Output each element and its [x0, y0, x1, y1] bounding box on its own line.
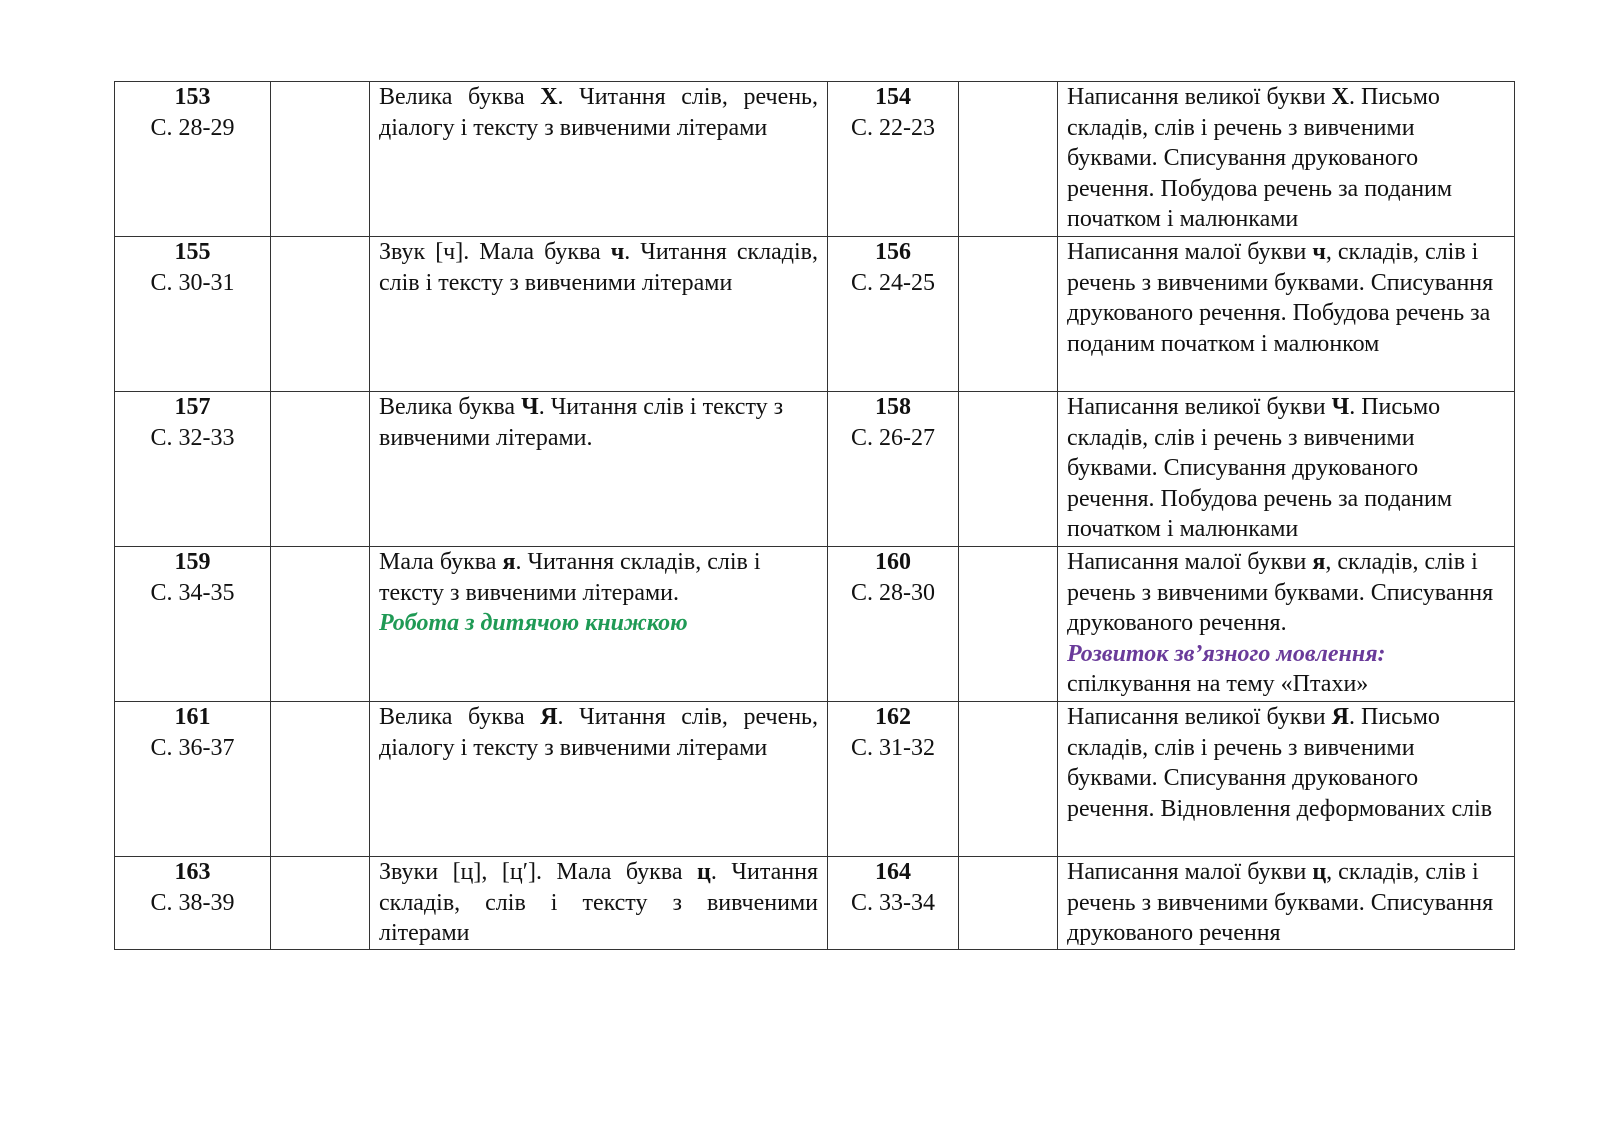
reading-lesson-cell — [115, 857, 271, 950]
writing-topic-cell: Написання малої букви я, складів, слів і речень з вивченими буквами. Списування друкованого речення. Розвиток зв’язного мовлення: спілкування на тему «Птахи» — [1058, 547, 1515, 702]
date-cell — [271, 857, 370, 950]
date-cell — [959, 237, 1058, 392]
table-row — [115, 82, 1515, 237]
lesson-number: 162 — [875, 704, 911, 730]
date-cell — [271, 237, 370, 392]
reading-lesson-cell — [115, 702, 271, 857]
reading-topic-cell: Велика буква Я. Читання слів, речень, діалогу і тексту з вивченими літерами — [370, 702, 828, 857]
lesson-number: 163 — [174, 859, 211, 885]
lesson-pages: С. 28-29 — [150, 114, 235, 141]
date-cell — [271, 82, 370, 237]
date-cell — [271, 547, 370, 702]
writing-lesson-cell — [828, 547, 959, 702]
writing-topic-cell: Написання великої букви Ч. Письмо складів, слів і речень з вивченими буквами. Списування друкованого речення. Побудова речень за поданим початком і малюнками — [1058, 392, 1515, 547]
lesson-pages: С. 32-33 — [150, 424, 235, 451]
lesson-pages: С. 33-34 — [851, 889, 935, 916]
letter-bold: я — [1312, 549, 1326, 575]
letter-bold: Х — [540, 84, 558, 110]
date-cell — [959, 857, 1058, 950]
speech-development-text: спілкування на тему «Птахи» — [1067, 671, 1369, 697]
lesson-number: 164 — [875, 859, 911, 885]
writing-topic-cell: Написання великої букви Я. Письмо складів, слів і речень з вивченими буквами. Списування друкованого речення. Відновлення деформованих слів — [1058, 702, 1515, 857]
writing-lesson-cell — [828, 702, 959, 857]
speech-development-label: Розвиток зв’язного мовлення: — [1067, 640, 1386, 667]
date-cell — [959, 82, 1058, 237]
table-row — [115, 237, 1515, 392]
letter-bold: Я — [540, 704, 558, 730]
reading-topic-cell: Велика буква Ч. Читання слів і тексту з вивченими літерами. — [370, 392, 828, 547]
lesson-pages: С. 30-31 — [150, 269, 235, 296]
lesson-number: 159 — [174, 549, 211, 575]
writing-topic-cell: Написання великої букви Х. Письмо складів, слів і речень з вивченими буквами. Списування друкованого речення. Побудова речень за поданим початком і малюнками — [1058, 82, 1515, 237]
date-cell — [959, 547, 1058, 702]
reading-lesson-cell — [115, 237, 271, 392]
letter-bold: ч — [610, 239, 625, 265]
reading-topic-cell: Мала буква я. Читання складів, слів і тексту з вивченими літерами. Робота з дитячою книжкою — [370, 547, 828, 702]
lesson-pages: С. 31-32 — [851, 734, 935, 761]
lesson-pages: С. 22-23 — [851, 114, 935, 141]
letter-bold: ц — [697, 859, 711, 885]
reading-lesson-cell — [115, 392, 271, 547]
date-cell — [959, 702, 1058, 857]
letter-bold: Ч — [521, 394, 539, 420]
lesson-number: 154 — [875, 84, 911, 110]
lesson-number: 158 — [875, 394, 911, 420]
lesson-number: 156 — [875, 239, 911, 265]
letter-bold: ч — [1312, 239, 1326, 265]
writing-lesson-cell — [828, 392, 959, 547]
letter-bold: я — [502, 549, 516, 575]
reading-lesson-cell — [115, 547, 271, 702]
writing-lesson-cell — [828, 82, 959, 237]
letter-bold: ц — [1312, 859, 1327, 885]
reading-topic-cell: Велика буква Х. Читання слів, речень, діалогу і тексту з вивченими літерами — [370, 82, 828, 237]
lesson-pages: С. 26-27 — [851, 424, 935, 451]
lesson-pages: С. 28-30 — [851, 579, 935, 606]
lesson-pages: С. 38-39 — [150, 889, 235, 916]
table-row — [115, 392, 1515, 547]
writing-topic-cell: Написання малої букви ч, складів, слів і речень з вивченими буквами. Списування друкованого речення. Побудова речень за поданим початком і малюнком — [1058, 237, 1515, 392]
table-row — [115, 547, 1515, 702]
date-cell — [271, 702, 370, 857]
letter-bold: Я — [1331, 704, 1349, 730]
reading-topic-cell: Звук [ч]. Мала буква ч. Читання складів, слів і тексту з вивченими літерами — [370, 237, 828, 392]
table-row — [115, 702, 1515, 857]
date-cell — [959, 392, 1058, 547]
letter-bold: Ч — [1331, 394, 1350, 420]
writing-lesson-cell — [828, 857, 959, 950]
writing-topic-cell: Написання малої букви ц, складів, слів і речень з вивченими буквами. Списування друкованого речення — [1058, 857, 1515, 950]
reading-lesson-cell — [115, 82, 271, 237]
date-cell — [271, 392, 370, 547]
reading-topic-cell: Звуки [ц], [ц′]. Мала буква ц. Читання складів, слів і тексту з вивченими літерами — [370, 857, 828, 950]
lesson-pages: С. 36-37 — [150, 734, 235, 761]
letter-bold: Х — [1331, 84, 1349, 110]
lesson-number: 153 — [174, 84, 211, 110]
lesson-pages: С. 34-35 — [150, 579, 235, 606]
lesson-pages: С. 24-25 — [851, 269, 935, 296]
lesson-number: 160 — [875, 549, 911, 575]
table-row — [115, 857, 1515, 950]
lesson-number: 161 — [174, 704, 211, 730]
children-book-note: Робота з дитячою книжкою — [379, 610, 688, 636]
lesson-number: 155 — [174, 239, 211, 265]
lesson-number: 157 — [174, 394, 211, 420]
lesson-plan-table — [114, 81, 1515, 950]
writing-lesson-cell — [828, 237, 959, 392]
